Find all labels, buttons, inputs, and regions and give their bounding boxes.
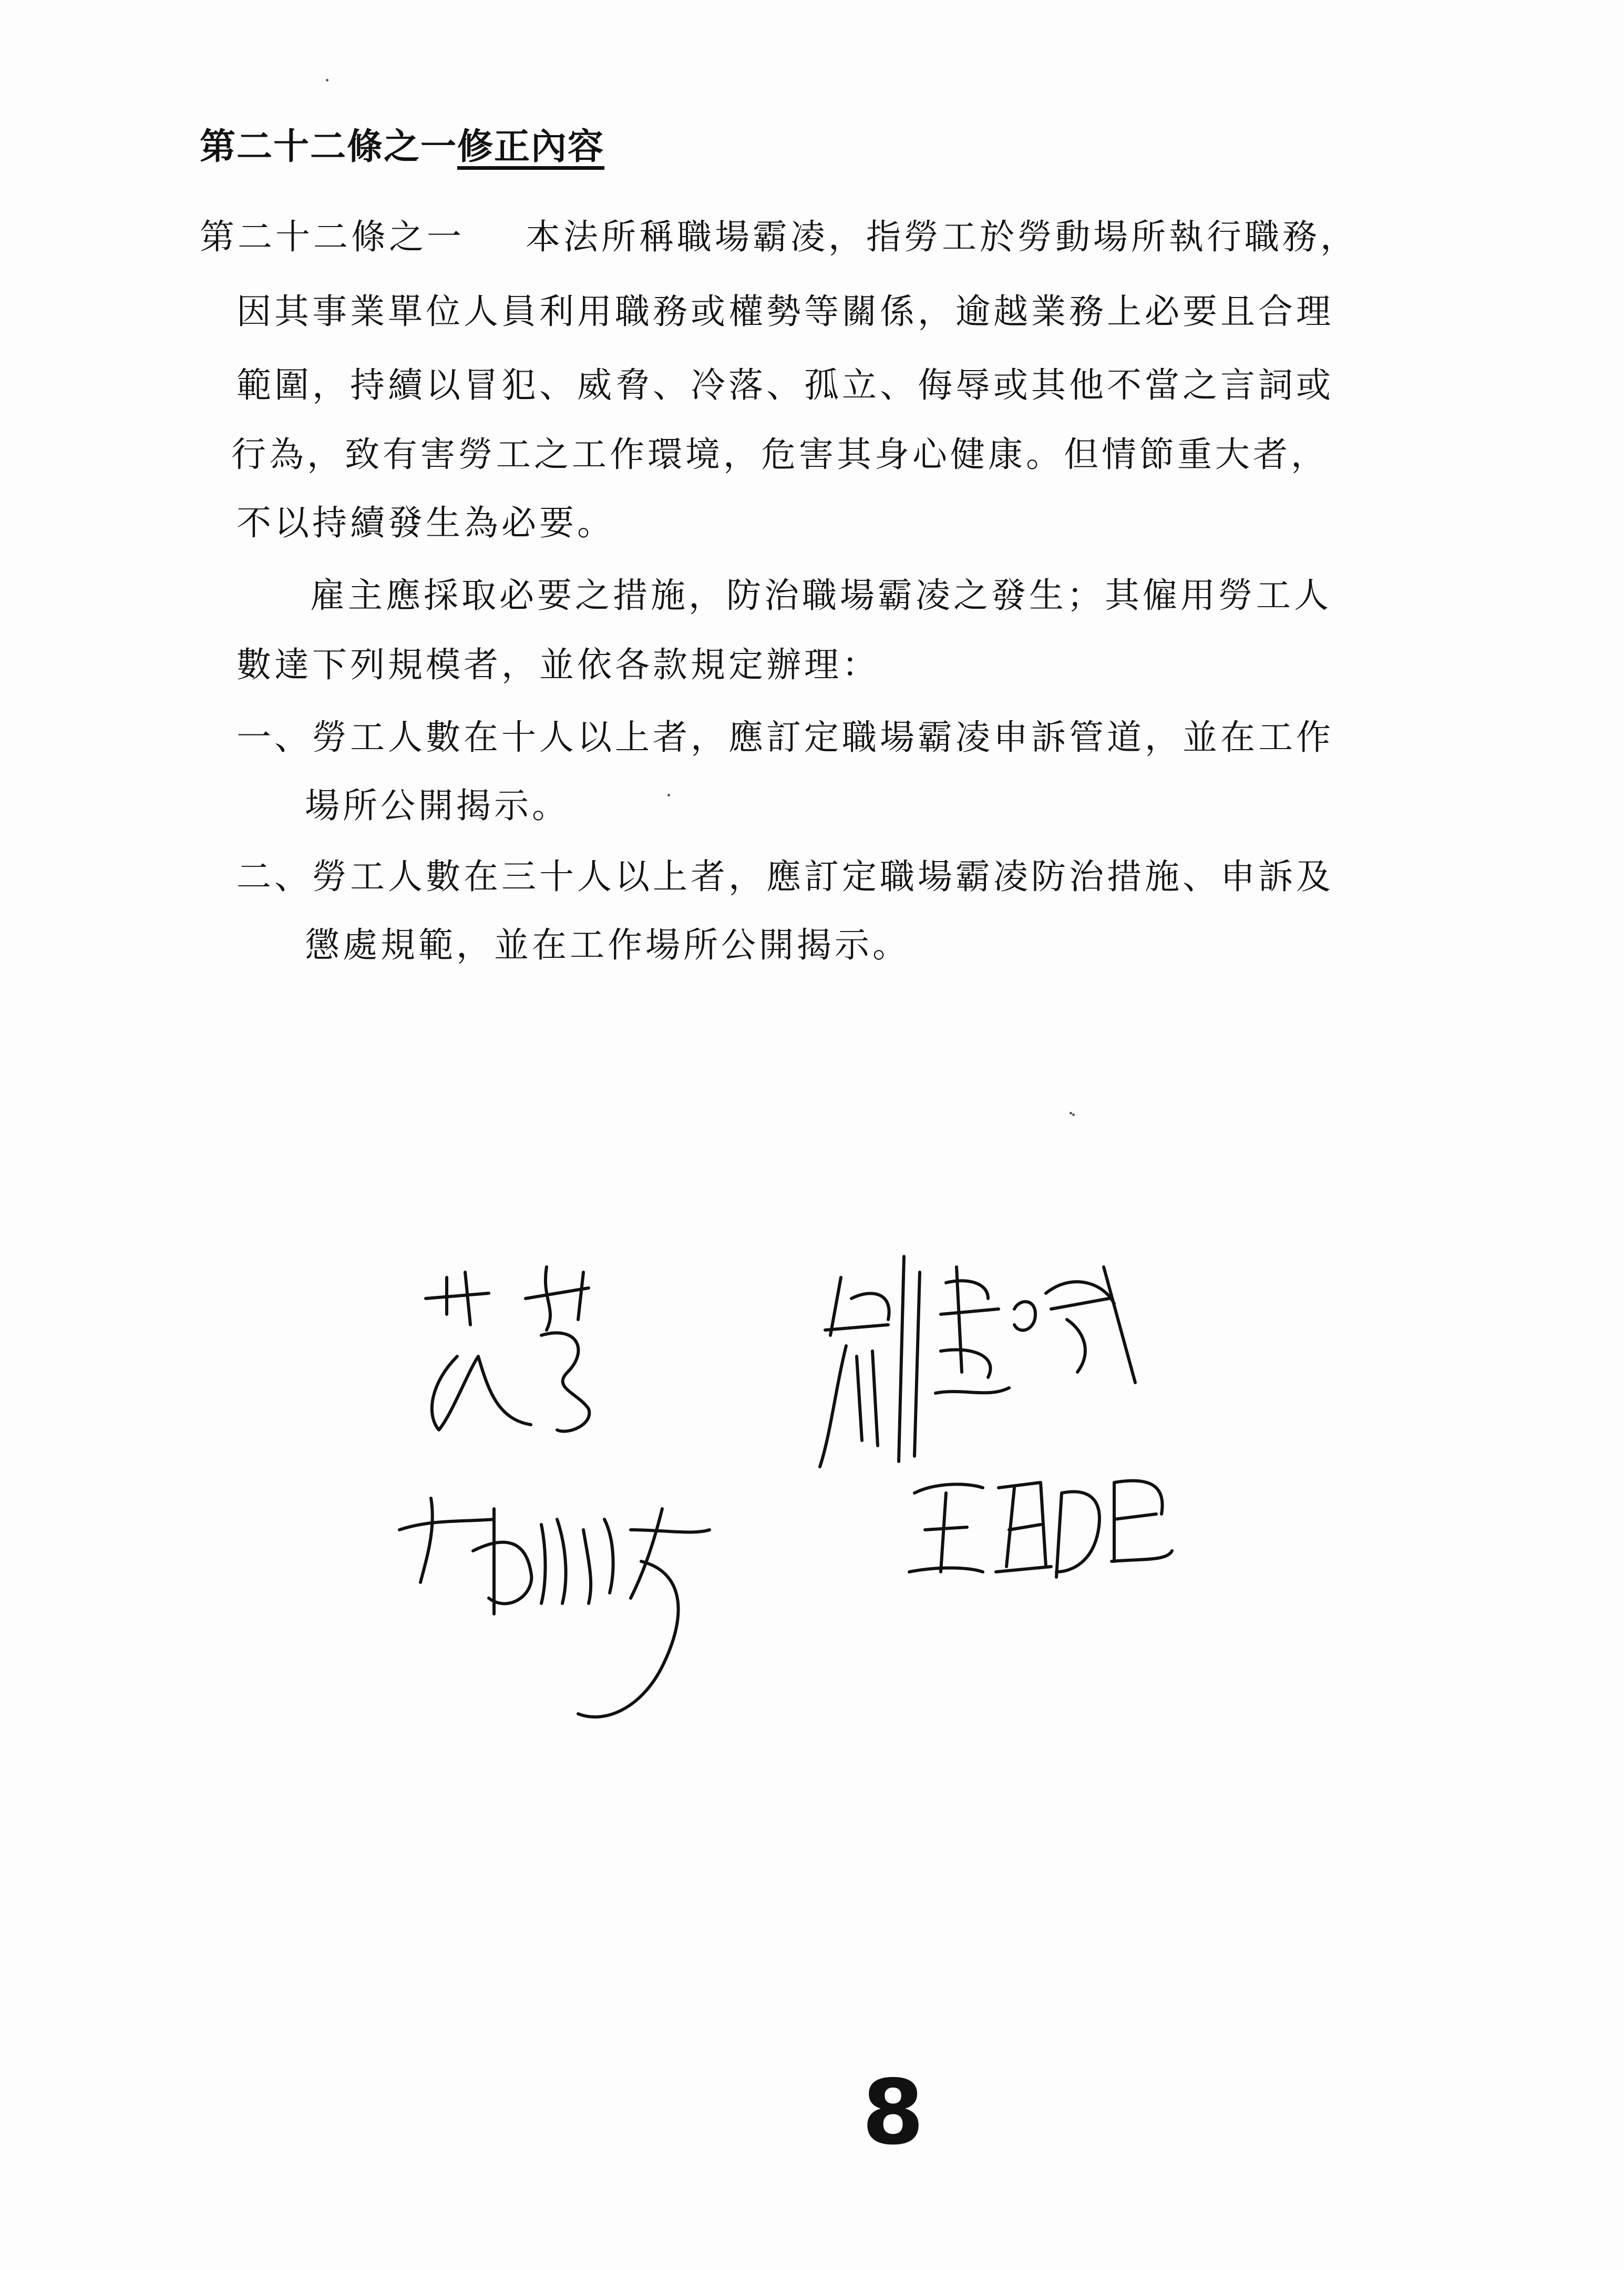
signature-2 — [820, 1256, 1135, 1467]
scan-speck — [326, 79, 328, 81]
para1-line-5: 不以持續發生為必要。 — [237, 503, 615, 543]
item2-line-2: 懲處規範，並在工作場所公開揭示。 — [305, 925, 910, 965]
page-number: 8 — [862, 2061, 924, 2165]
para1-line-3: 範圍，持續以冒犯、威脅、冷落、孤立、侮辱或其他不當之言詞或 — [237, 365, 1334, 405]
page-heading — [200, 118, 604, 169]
signature-1 — [426, 1267, 589, 1431]
article-label: 第二十二條之一 — [200, 217, 465, 257]
heading-article: 第二十二條之一 — [200, 126, 458, 168]
scan-speck — [1072, 1113, 1075, 1116]
signature-3 — [399, 1498, 710, 1717]
para2-line-1: 雇主應採取必要之措施，防治職場霸凌之發生；其僱用勞工人 — [310, 575, 1332, 616]
signature-block — [368, 1235, 1366, 1893]
para1-line-1: 本法所稱職場霸凌，指勞工於勞動場所執行職務， — [526, 217, 1358, 257]
item1-line-1: 一、勞工人數在十人以上者，應訂定職場霸凌申訴管道，並在工作 — [237, 717, 1334, 758]
heading-underlined: 修正內容 — [457, 126, 605, 168]
para1-line-2: 因其事業單位人員利用職務或權勢等關係，逾越業務上必要且合理 — [237, 291, 1334, 332]
item2-line-1: 二、勞工人數在三十人以上者，應訂定職場霸凌防治措施、申訴及 — [237, 856, 1334, 897]
para2-line-2: 數達下列規模者，並依各款規定辦理： — [237, 645, 880, 685]
para1-line-4: 行為，致有害勞工之工作環境，危害其身心健康。但情節重大者， — [231, 434, 1329, 475]
item1-line-2: 場所公開揭示。 — [305, 785, 570, 826]
scan-speck — [667, 794, 670, 796]
signature-4 — [909, 1481, 1172, 1577]
